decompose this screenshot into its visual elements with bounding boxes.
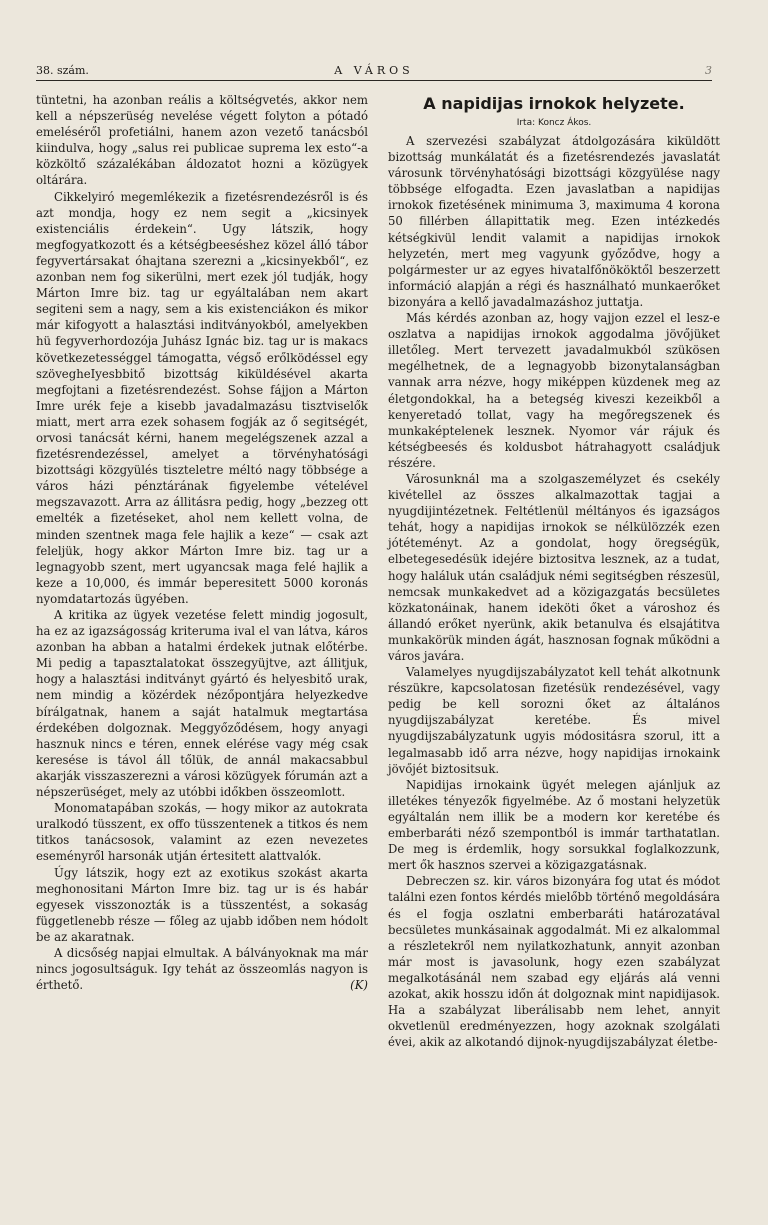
author-signature: (K): [350, 978, 368, 993]
paragraph-text: A dicsőség napjai elmultak. A bálványoknak ma már nincs jogosultságuk. Igy tehát az összeomlás nagyon is érthető.: [36, 945, 368, 993]
paragraph: tüntetni, ha azonban reális a költségvetés, akkor nem kell a népszerüség nevelése végett folyton a pótadó emeléséről profetiálni, hanem azon vezető tanácsból kiindulva, hogy „salus rei publicae suprema lex esto“-a közköltő százalékában áldozatot hozni a közügyek oltárára.: [36, 93, 368, 188]
newspaper-title: A VÁROS: [334, 64, 414, 77]
right-column: [388, 94, 720, 1050]
paragraph: Cikkelyiró megemlékezik a fizetésrendezésről is és azt mondja, hogy ez nem segit a „kicsinyek existenciális érdekein“. Ugy látszik, hogy megfogyatkozott és a kétségbeeséshez közel álló tábor fegyvertársakat óhajtana szerezni a „kicsinyekből“, ez azonban nem fog sikerülni, mert ezek jól tudják, hogy Márton Imre biz. tag ur egyáltalában nem akart segiteni sem a nagy, sem a kis existenciákon és mikor már kifogyott a halasztási inditványokból, amelyekben hü fegyverhordozója Juhász Ignác biz. tag ur is makacs következetességgel támogatta, végső erőlködéssel egy szövegheIyesbbitő bizottság kiküldésével akarta megfojtani a fizetésrendezést. Sohse fájjon a Márton Imre urék feje a kisebb javadalmazásu tisztviselők miatt, mert arra ezek sohasem fogják az ő segitségét, orvosi tanácsát kérni, hanem megelégszenek azzal a fizetésrendezéssel, amelyet a törvényhatósági bizottsági közgyülés tiszteletre méltó nagy többsége a város házi pénztárának figyelembe vételével megszavazott. Arra az állitásra pedig, hogy „bezzeg ott emelték a fizetéseket, ahol nem kellett volna, de minden szentnek maga fele hajlik a keze“ — csak azt feleljük, hogy akkor Márton Imre biz. tag ur a legnagyobb szent, mert ugyancsak maga felé hajlik a keze a 10,000, és immár beperesitett 5000 koronás nyomdatartozás ügyében.: [36, 189, 368, 606]
paragraph: Városunknál ma a szolgaszemélyzet és csekély kivétellel az összes alkalmazottak tagjai a nyugdijintézetnek. Feltétlenül méltányos és igazságos tehát, hogy a napidijas irnokok se nélkülözzék ezen jótéteményt. Az a gondolat, hogy öregségük, elbetegesedésük idejére biztositva lesznek, az a tudat, hogy haláluk után családjuk némi segitségben részesül, nemcsak munkakedvet ad a közigazgatás becsületes közkatonáinak, hanem ideköti őket a városhoz és állandó erőket nyerünk, akik betanulva és elsajátitva munkakörük minden ágát, hasznosan fognak működni a város javára.: [388, 471, 720, 663]
paragraph: Valamelyes nyugdijszabályzatot kell tehát alkotnunk részükre, kapcsolatosan fizetésük rendezésével, vagy pedig be kell sorozni őket az általános nyugdijszabályzat keretébe. És mivel nyugdijszabályzatunk ugyis módositásra szorul, itt a legalmasabb idő arra nézve, hogy napidijas irnokaink jövőjét biztositsuk.: [388, 665, 720, 776]
page-header: [36, 62, 712, 81]
article-title: A napidijas irnokok helyzete.: [423, 94, 685, 113]
page-number: 3: [705, 64, 712, 77]
paragraph: Monomatapában szokás, — hogy mikor az autokrata uralkodó tüsszent, ex offo tüsszentenek a titkos és nem titkos tanácsosok, valamint az ezen nevezetes eseményről harsonák utján értesitett alattvalók.: [36, 801, 368, 864]
paragraph: A kritika az ügyek vezetése felett mindig jogosult, ha ez az igazságosság kriteruma ival el van látva, káros azonban ha abban a hatalmi érdekek jutnak előtérbe. Mi pedig a tapasztalatokat összegyüjtve, azt állitjuk, hogy a halasztási inditványt gyártó és helyesbitő urak, nem mindig a közérdek nézőpontjára helyezkedve bírálgatnak, hanem a saját hatalmuk megtartása érdekében dolgoznak. Meggyőződésem, hogy anyagi hasznuk nincs e téren, ennek elérése vagy még csak keresése is távol áll tőlük, de annál makacsabbul akarják visszaszerezni a városi közügyek fórumán azt a népszerüséget, mely az utóbbi időkben összeomlott.: [36, 608, 368, 800]
left-column: [36, 92, 368, 993]
paragraph: Más kérdés azonban az, hogy vajjon ezzel el lesz-e oszlatva a napidijas irnokok aggodalma jövőjüket illetőleg. Mert tervezett javadalmukból szükösen megélhetnek, de a legnagyobb bizonytalanságban vannak arra nézve, hogy miképpen küzdenek meg az életgondokkal, ha a betegség kiveszi kezeikből a kenyeretadó tollat, vagy ha megőregszenek és munkaképtelenek lesznek. Nyomor vár rájuk és kétségbeesés és koldusbot hátrahagyott családjuk részére.: [388, 311, 720, 470]
article-author: Irta: Koncz Ákos.: [516, 118, 592, 128]
paragraph: A szervezési szabályzat átdolgozására kiküldött bizottság munkálatát és a fizetésrendezés javaslatát városunk törvényhatósági bizottsági közgyülése nagy többsége elfogadta. Ezen javaslatban a napidijas irnokok fizetésének minimuma 3, maximuma 4 korona 50 fillérben állapittatik meg. Ezen intézkedés kétségkivül lendit valamit a napidijas irnokok helyzetén, mert meg vagyunk győződve, hogy a polgármester ur az egyes hivatalfőnököktől beszerzett információ alapján a régi és használható munkaerőket bizonyára a kellő javadalmazáshoz juttatja.: [388, 134, 720, 309]
paragraph-last: [36, 945, 368, 993]
paragraph: Napidijas irnokaink ügyét melegen ajánljuk az illetékes tényezők figyelmébe. Az ő mostani helyzetük egyáltalán nem illik be a modern kor keretébe és emberbaráti néző szempontból is immár tarthatatlan. De meg is érdemlik, hogy sorsukkal foglalkozzunk, mert ők hasznos szervei a közigazgatásnak.: [388, 777, 720, 873]
issue-number: 38. szám.: [36, 64, 89, 77]
paragraph: Debreczen sz. kir. város bizonyára fog utat és módot találni ezen fontos kérdés mielőbb történő megoldására és el fogja oszlatni emberbaráti határozatával becsületes munkásainak aggodalmát. Mi ez alkalommal a részletekről nem nyilatkozhatunk, annyit azonban már most is javasolunk, hogy ezen szabályzat megalkotásánál nem szabad egy eljárás alá venni azokat, akik hosszu időn át dolgoznak mint napidijasok. Ha a szabályzat liberálisabb nem lehet, annyit okvetlenül eredményezzen, hogy azoknak szolgálati évei, akik az alkotandó dijnok-nyugdijszabályzat életbe-: [388, 874, 720, 1050]
paragraph: Úgy látszik, hogy ezt az exotikus szokást akarta meghonositani Márton Imre biz. tag ur is és habár egyesek visszonozták is a tüsszentést, a sokaság függetlenebb része — főleg az ujabb időben nem hódolt be az akaratnak.: [36, 865, 368, 944]
